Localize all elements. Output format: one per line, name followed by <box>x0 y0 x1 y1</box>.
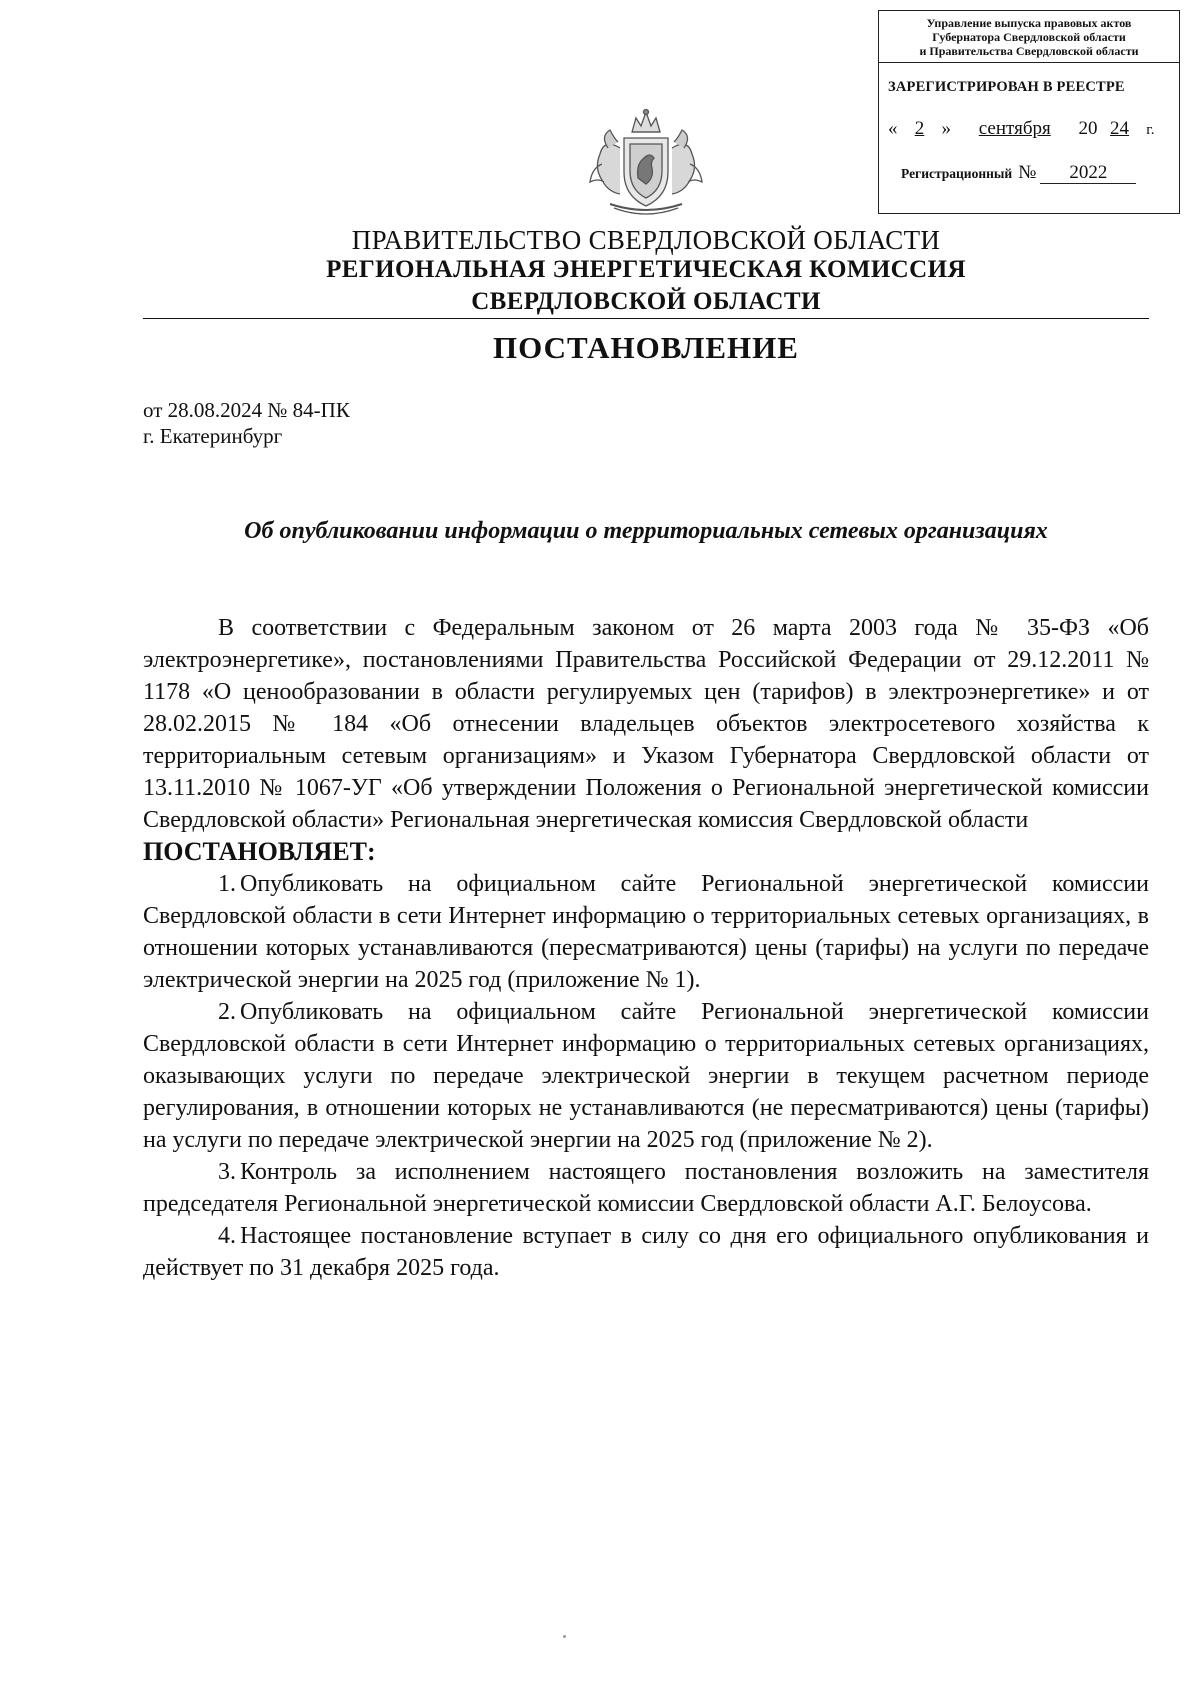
stamp-date-day: 2 <box>914 118 925 139</box>
stamp-header <box>879 11 1179 63</box>
stamp-date-close-quote: » <box>941 118 951 139</box>
scan-speck <box>563 1635 566 1638</box>
stamp-reg-number-label: Регистрационный <box>901 166 1013 181</box>
decree-item-text: Контроль за исполнением настоящего постановления возложить на заместителя председателя Региональной энергетической комиссии Свердловской области А.Г. Белоусова. <box>143 1159 1149 1217</box>
decree-heading: ПОСТАНОВЛЯЕТ: <box>143 837 376 866</box>
decree-item <box>143 1220 1149 1284</box>
stamp-date-month: сентября <box>978 118 1051 139</box>
decree-item-number: 2. <box>218 999 236 1025</box>
decree-item-text: Опубликовать на официальном сайте Региональной энергетической комиссии Свердловской области в сети Интернет информацию о территориальных сетевых организациях, в отношении которых устанавливаются (пересматриваются) цены (тарифы) на услуги по передаче электрической энергии на 2025 год (приложение № 1). <box>143 871 1149 993</box>
stamp-date-year-suffix: 24 <box>1110 118 1129 139</box>
document-city: г. Екатеринбург <box>143 424 283 448</box>
stamp-header-line: Управление выпуска правовых актов <box>926 16 1132 30</box>
stamp-header-line: и Правительства Свердловской области <box>919 44 1139 58</box>
decree-item <box>143 1156 1149 1220</box>
stamp-date-year-unit: г. <box>1146 122 1155 138</box>
commission-title-line1: РЕГИОНАЛЬНАЯ ЭНЕРГЕТИЧЕСКАЯ КОМИССИЯ <box>326 256 966 283</box>
document-type-title: ПОСТАНОВЛЕНИЕ <box>493 330 799 365</box>
decree-item-text: Настоящее постановление вступает в силу со дня его официального опубликования и действует по 31 декабря 2025 года. <box>143 1223 1149 1281</box>
preamble-paragraph: В соответствии с Федеральным законом от 26 марта 2003 года № 35-ФЗ «Об электроэнергетике», постановлениями Правительства Российской Федерации от 29.12.2011 № 1178 «О ценообразовании в области регулируемых цен (тарифов) в электроэнергетике» и от 28.02.2015 № 184 «Об отнесении владельцев объектов электросетевого хозяйства к территориальным сетевым организациям» и Указом Губернатора Свердловской области от 13.11.2010 № 1067-УГ «Об утверждении Положения о Региональной энергетической комиссии Свердловской области» Региональная энергетическая комиссия Свердловской области <box>143 615 1149 833</box>
stamp-date-year-prefix: 20 <box>1078 118 1098 139</box>
registration-stamp <box>878 10 1180 214</box>
commission-title-line2: СВЕРДЛОВСКОЙ ОБЛАСТИ <box>471 288 821 315</box>
decree-item-text: Опубликовать на официальном сайте Региональной энергетической комиссии Свердловской области в сети Интернет информацию о территориальных сетевых организациях, оказывающих услуги по передаче электрической энергии в текущем расчетном периоде регулирования, в отношении которых не устанавливаются (не пересматриваются) цены (тарифы) на услуги по передаче электрической энергии на 2025 год (приложение № 2). <box>143 999 1149 1153</box>
header-divider <box>143 318 1149 319</box>
document-subject: Об опубликовании информации о территориальных сетевых организациях <box>244 518 1048 544</box>
stamp-reg-number-value: 2022 <box>1040 163 1136 184</box>
stamp-date <box>888 118 1179 140</box>
government-title: ПРАВИТЕЛЬСТВО СВЕРДЛОВСКОЙ ОБЛАСТИ <box>351 225 941 255</box>
decree-item <box>143 996 1149 1156</box>
stamp-reg-number-symbol: № <box>1018 162 1037 183</box>
coat-of-arms-emblem <box>580 108 712 216</box>
document-body <box>143 612 1149 1284</box>
stamp-header-line: Губернатора Свердловской области <box>932 30 1126 44</box>
stamp-date-open-quote: « <box>888 118 898 139</box>
stamp-reg-number <box>901 162 1179 184</box>
decree-item-number: 4. <box>218 1223 236 1249</box>
decree-item <box>143 868 1149 996</box>
document-date-number: от 28.08.2024 № 84-ПК <box>143 398 350 422</box>
stamp-registered-label: ЗАРЕГИСТРИРОВАН В РЕЕСТРЕ <box>888 79 1125 95</box>
decree-item-number: 3. <box>218 1159 236 1185</box>
decree-item-number: 1. <box>218 871 236 897</box>
